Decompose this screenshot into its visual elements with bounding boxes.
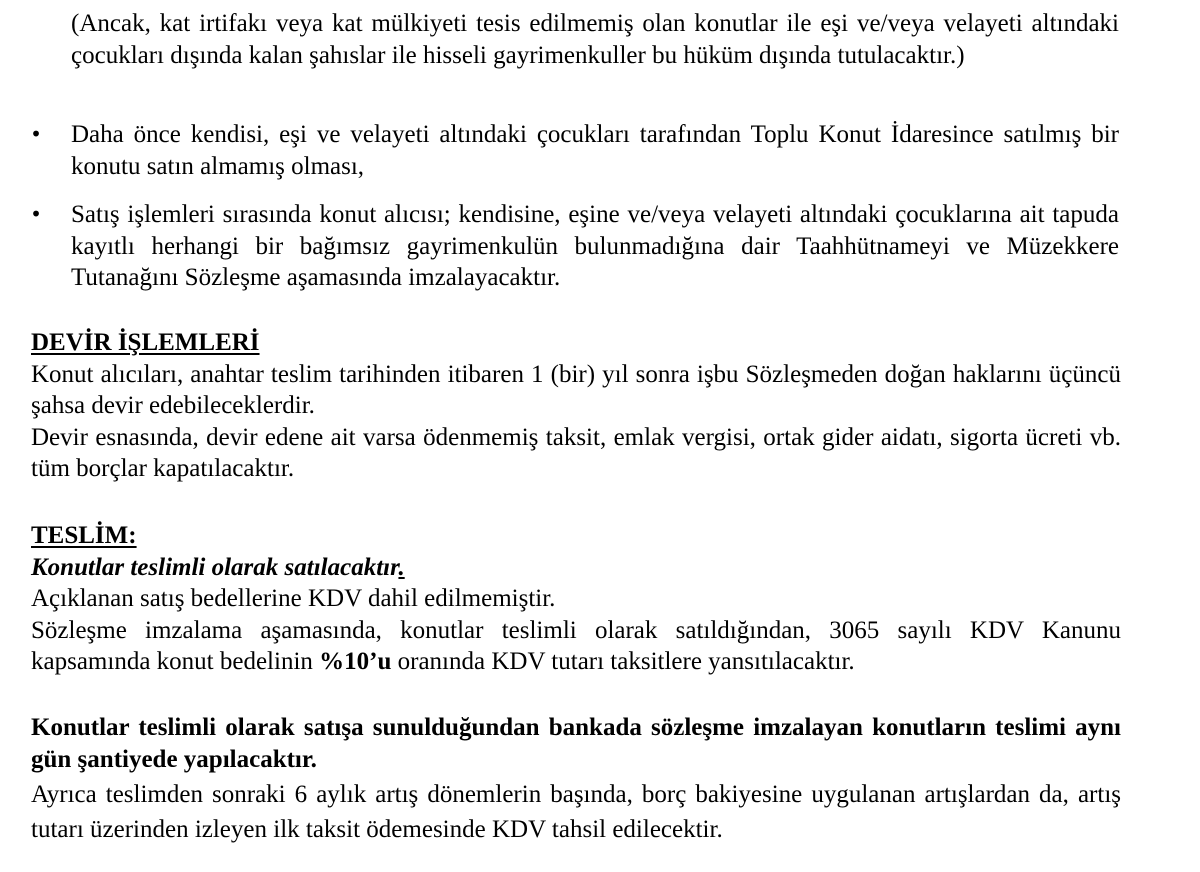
teslim-subheading-line <box>31 552 1121 584</box>
bullet-icon: • <box>30 122 42 146</box>
list-item-text: Satış işlemleri sırasında konut alıcısı; kendisine, eşine ve/veya velayeti altındaki çocuklarına ait tapuda kayıtlı herhangi bir bağımsız gayrimenkulün bulunmadığına dair Taahhütnameyi ve Müzekkere Tutanağını Sözleşme aşamasında imzalayacaktır. <box>71 201 1119 291</box>
teslim-section <box>31 520 1121 678</box>
teslim-subheading-period: . <box>398 553 405 581</box>
final-section <box>31 712 1121 847</box>
devir-heading: DEVİR İŞLEMLERİ <box>31 329 260 356</box>
teslim-heading: TESLİM: <box>31 522 137 549</box>
final-bold-statement: Konutlar teslimli olarak satışa sunulduğundan bankada sözleşme imzalayan konutların teslimi aynı gün şantiyede yapılacaktır. <box>31 714 1121 773</box>
kdv-rate: %10’u <box>319 648 392 675</box>
teslim-line-2-end: oranında KDV tutarı taksitlere yansıtılacaktır. <box>391 648 855 675</box>
teslim-line-1: Açıklanan satış bedellerine KDV dahil edilmemiştir. <box>31 585 556 612</box>
teslim-subheading: Konutlar teslimli olarak satılacaktır <box>31 553 399 581</box>
devir-paragraph-1: Konut alıcıları, anahtar teslim tarihinden itibaren 1 (bir) yıl sonra işbu Sözleşmeden doğan haklarını üçüncü şahsa devir edebileceklerdir. <box>31 360 1121 419</box>
teslim-line-2 <box>31 615 1121 678</box>
final-paragraph: Ayrıca teslimden sonraki 6 aylık artış dönemlerin başında, borç bakiyesine uygulanan artışlardan da, artış tutarı üzerinden izleyen ilk taksit ödemesinde KDV tahsil edilecektir. <box>31 781 1121 843</box>
intro-paragraph: (Ancak, kat irtifakı veya kat mülkiyeti tesis edilmemiş olan konutlar ile eşi ve/veya velayeti altındaki çocukları dışında kalan şahıslar ile hisseli gayrimenkuller bu hüküm dışında tutulacaktır.) <box>71 10 1119 69</box>
devir-section <box>31 327 1121 485</box>
devir-paragraph-2: Devir esnasında, devir edene ait varsa ödenmemiş taksit, emlak vergisi, ortak gider aidatı, sigorta ücreti vb. tüm borçlar kapatılacaktır. <box>31 423 1121 482</box>
bullet-icon: • <box>30 202 42 226</box>
teslim-line-2-start: Sözleşme imzalama aşamasında, konutlar teslimli olarak satıldığından, 3065 sayılı KDV Kanunu kapsamında konut bedelinin <box>31 616 1121 675</box>
list-item-text: Daha önce kendisi, eşi ve velayeti altındaki çocukları tarafından Toplu Konut İdaresince satılmış bir konutu satın almamış olması, <box>71 121 1119 180</box>
